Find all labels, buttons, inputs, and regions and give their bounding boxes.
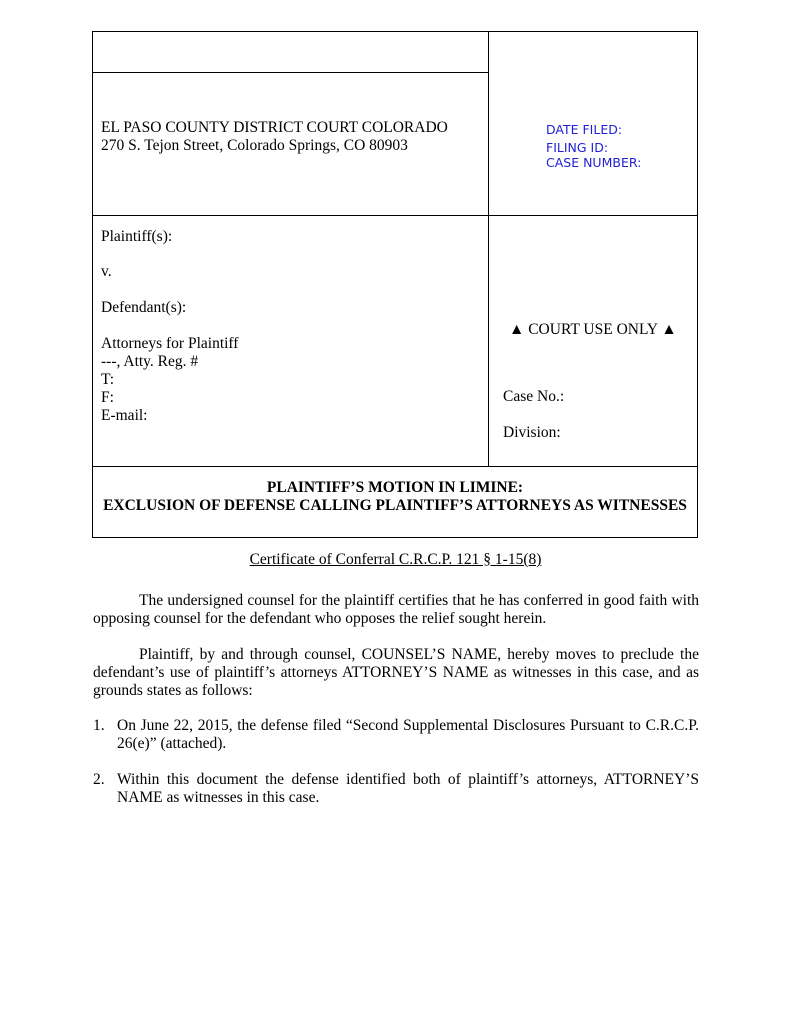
court-use-only-label: ▲ COURT USE ONLY ▲ xyxy=(509,321,677,338)
filing-id-label: FILING ID: xyxy=(546,140,609,155)
motion-title-line-2: EXCLUSION OF DEFENSE CALLING PLAINTIFF’S ATTORNEYS AS WITNESSES xyxy=(103,497,687,514)
phone-label: T: xyxy=(101,371,115,388)
motion-title-line-1: PLAINTIFF’S MOTION IN LIMINE: xyxy=(266,479,524,496)
paragraph-motion: Plaintiff, by and through counsel, COUNSEL’S NAME, hereby moves to preclude the defendant’s use of plaintiff’s attorneys ATTORNEY’S NAME as witnesses in this case, and as grounds states as follows: xyxy=(93,646,699,699)
division-label: Division: xyxy=(503,424,561,441)
atty-reg-label: ---, Atty. Reg. # xyxy=(101,353,199,370)
attorneys-for-label: Attorneys for Plaintiff xyxy=(101,335,239,352)
certificate-heading: Certificate of Conferral C.R.C.P. 121 § 1-15(8) xyxy=(249,551,542,568)
caption-row-divider xyxy=(93,72,488,73)
fax-label: F: xyxy=(101,389,114,406)
court-name: EL PASO COUNTY DISTRICT COURT COLORADO xyxy=(101,119,448,136)
paragraph-conferral: The undersigned counsel for the plaintiff certifies that he has conferred in good faith with opposing counsel for the defendant who opposes the relief sought herein. xyxy=(93,592,699,627)
list-item xyxy=(93,717,699,753)
plaintiffs-label: Plaintiff(s): xyxy=(101,228,173,245)
list-item-text: On June 22, 2015, the defense filed “Second Supplemental Disclosures Pursuant to C.R.C.P. 26(e)” (attached). xyxy=(117,717,699,752)
case-no-label: Case No.: xyxy=(503,388,565,405)
defendants-label: Defendant(s): xyxy=(101,299,187,316)
versus-label: v. xyxy=(101,263,112,280)
email-label: E-mail: xyxy=(101,407,148,424)
case-caption-table xyxy=(92,31,698,538)
list-item xyxy=(93,771,699,807)
list-item-number: 2. xyxy=(93,771,105,788)
caption-row-divider xyxy=(93,466,697,467)
date-filed-label: DATE FILED: xyxy=(546,122,623,137)
court-address: 270 S. Tejon Street, Colorado Springs, CO 80903 xyxy=(101,137,408,154)
caption-row-divider xyxy=(93,215,697,216)
caption-column-divider xyxy=(488,32,489,466)
case-number-label: CASE NUMBER: xyxy=(546,155,642,170)
list-item-text: Within this document the defense identified both of plaintiff’s attorneys, ATTORNEY’S NAME as witnesses in this case. xyxy=(117,771,699,806)
list-item-number: 1. xyxy=(93,717,105,734)
